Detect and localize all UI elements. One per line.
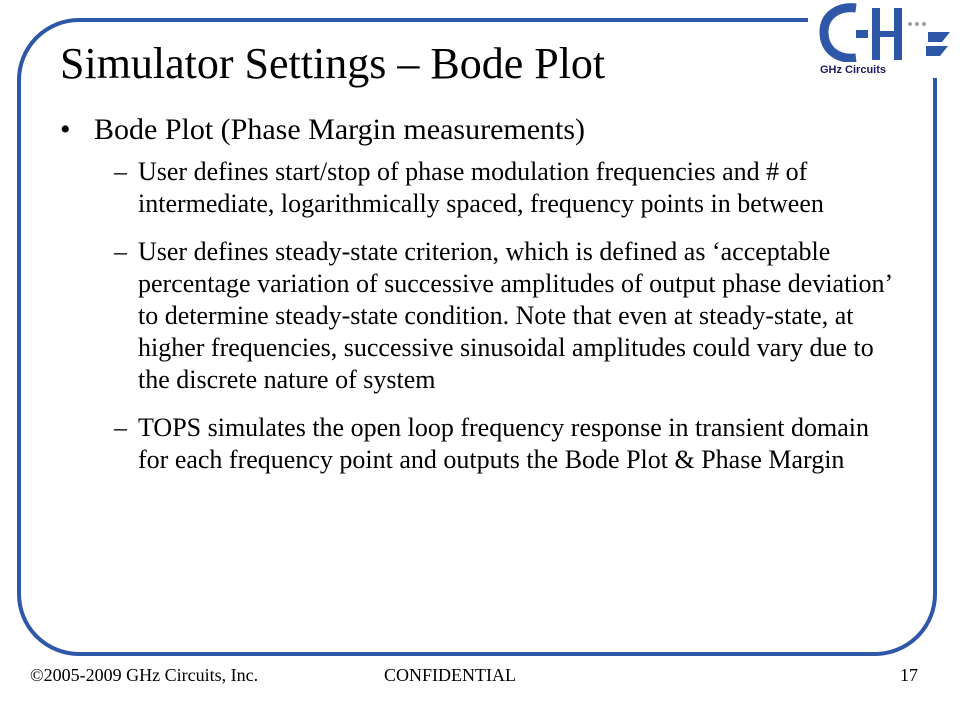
sub-item-text: User defines start/stop of phase modulation frequencies and # of intermediate, logarithmically spaced, frequency points in between — [138, 157, 824, 218]
dash-mark: – — [114, 237, 127, 266]
footer-copyright: ©2005-2009 GHz Circuits, Inc. — [30, 665, 259, 685]
footer-page-number: 17 — [900, 665, 918, 685]
logo-text: GHz Circuits — [820, 64, 887, 76]
dash-mark: – — [114, 157, 127, 186]
bullet-item — [58, 112, 898, 148]
sub-item-text: User defines steady-state criterion, which is defined as ‘acceptable percentage variation of successive amplitudes of output phase deviation’ to determine steady-state condition. Note that even at steady-state, at higher frequencies, successive sinusoidal amplitudes could vary due to the discrete nature of system — [138, 237, 892, 394]
ghz-circuits-logo — [816, 2, 960, 76]
footer-confidential: CONFIDENTIAL — [384, 665, 516, 685]
bullet-mark: • — [60, 113, 71, 146]
sub-item-3 — [58, 412, 898, 476]
sub-item-2 — [58, 236, 898, 396]
bullet-text: Bode Plot (Phase Margin measurements) — [94, 113, 586, 146]
sub-item-1 — [58, 156, 898, 220]
slide-title: Simulator Settings – Bode Plot — [60, 39, 606, 88]
slide-content — [58, 112, 898, 492]
dash-mark: – — [114, 413, 127, 442]
sub-item-text: TOPS simulates the open loop frequency response in transient domain for each frequency point and outputs the Bode Plot & Phase Margin — [138, 413, 869, 474]
